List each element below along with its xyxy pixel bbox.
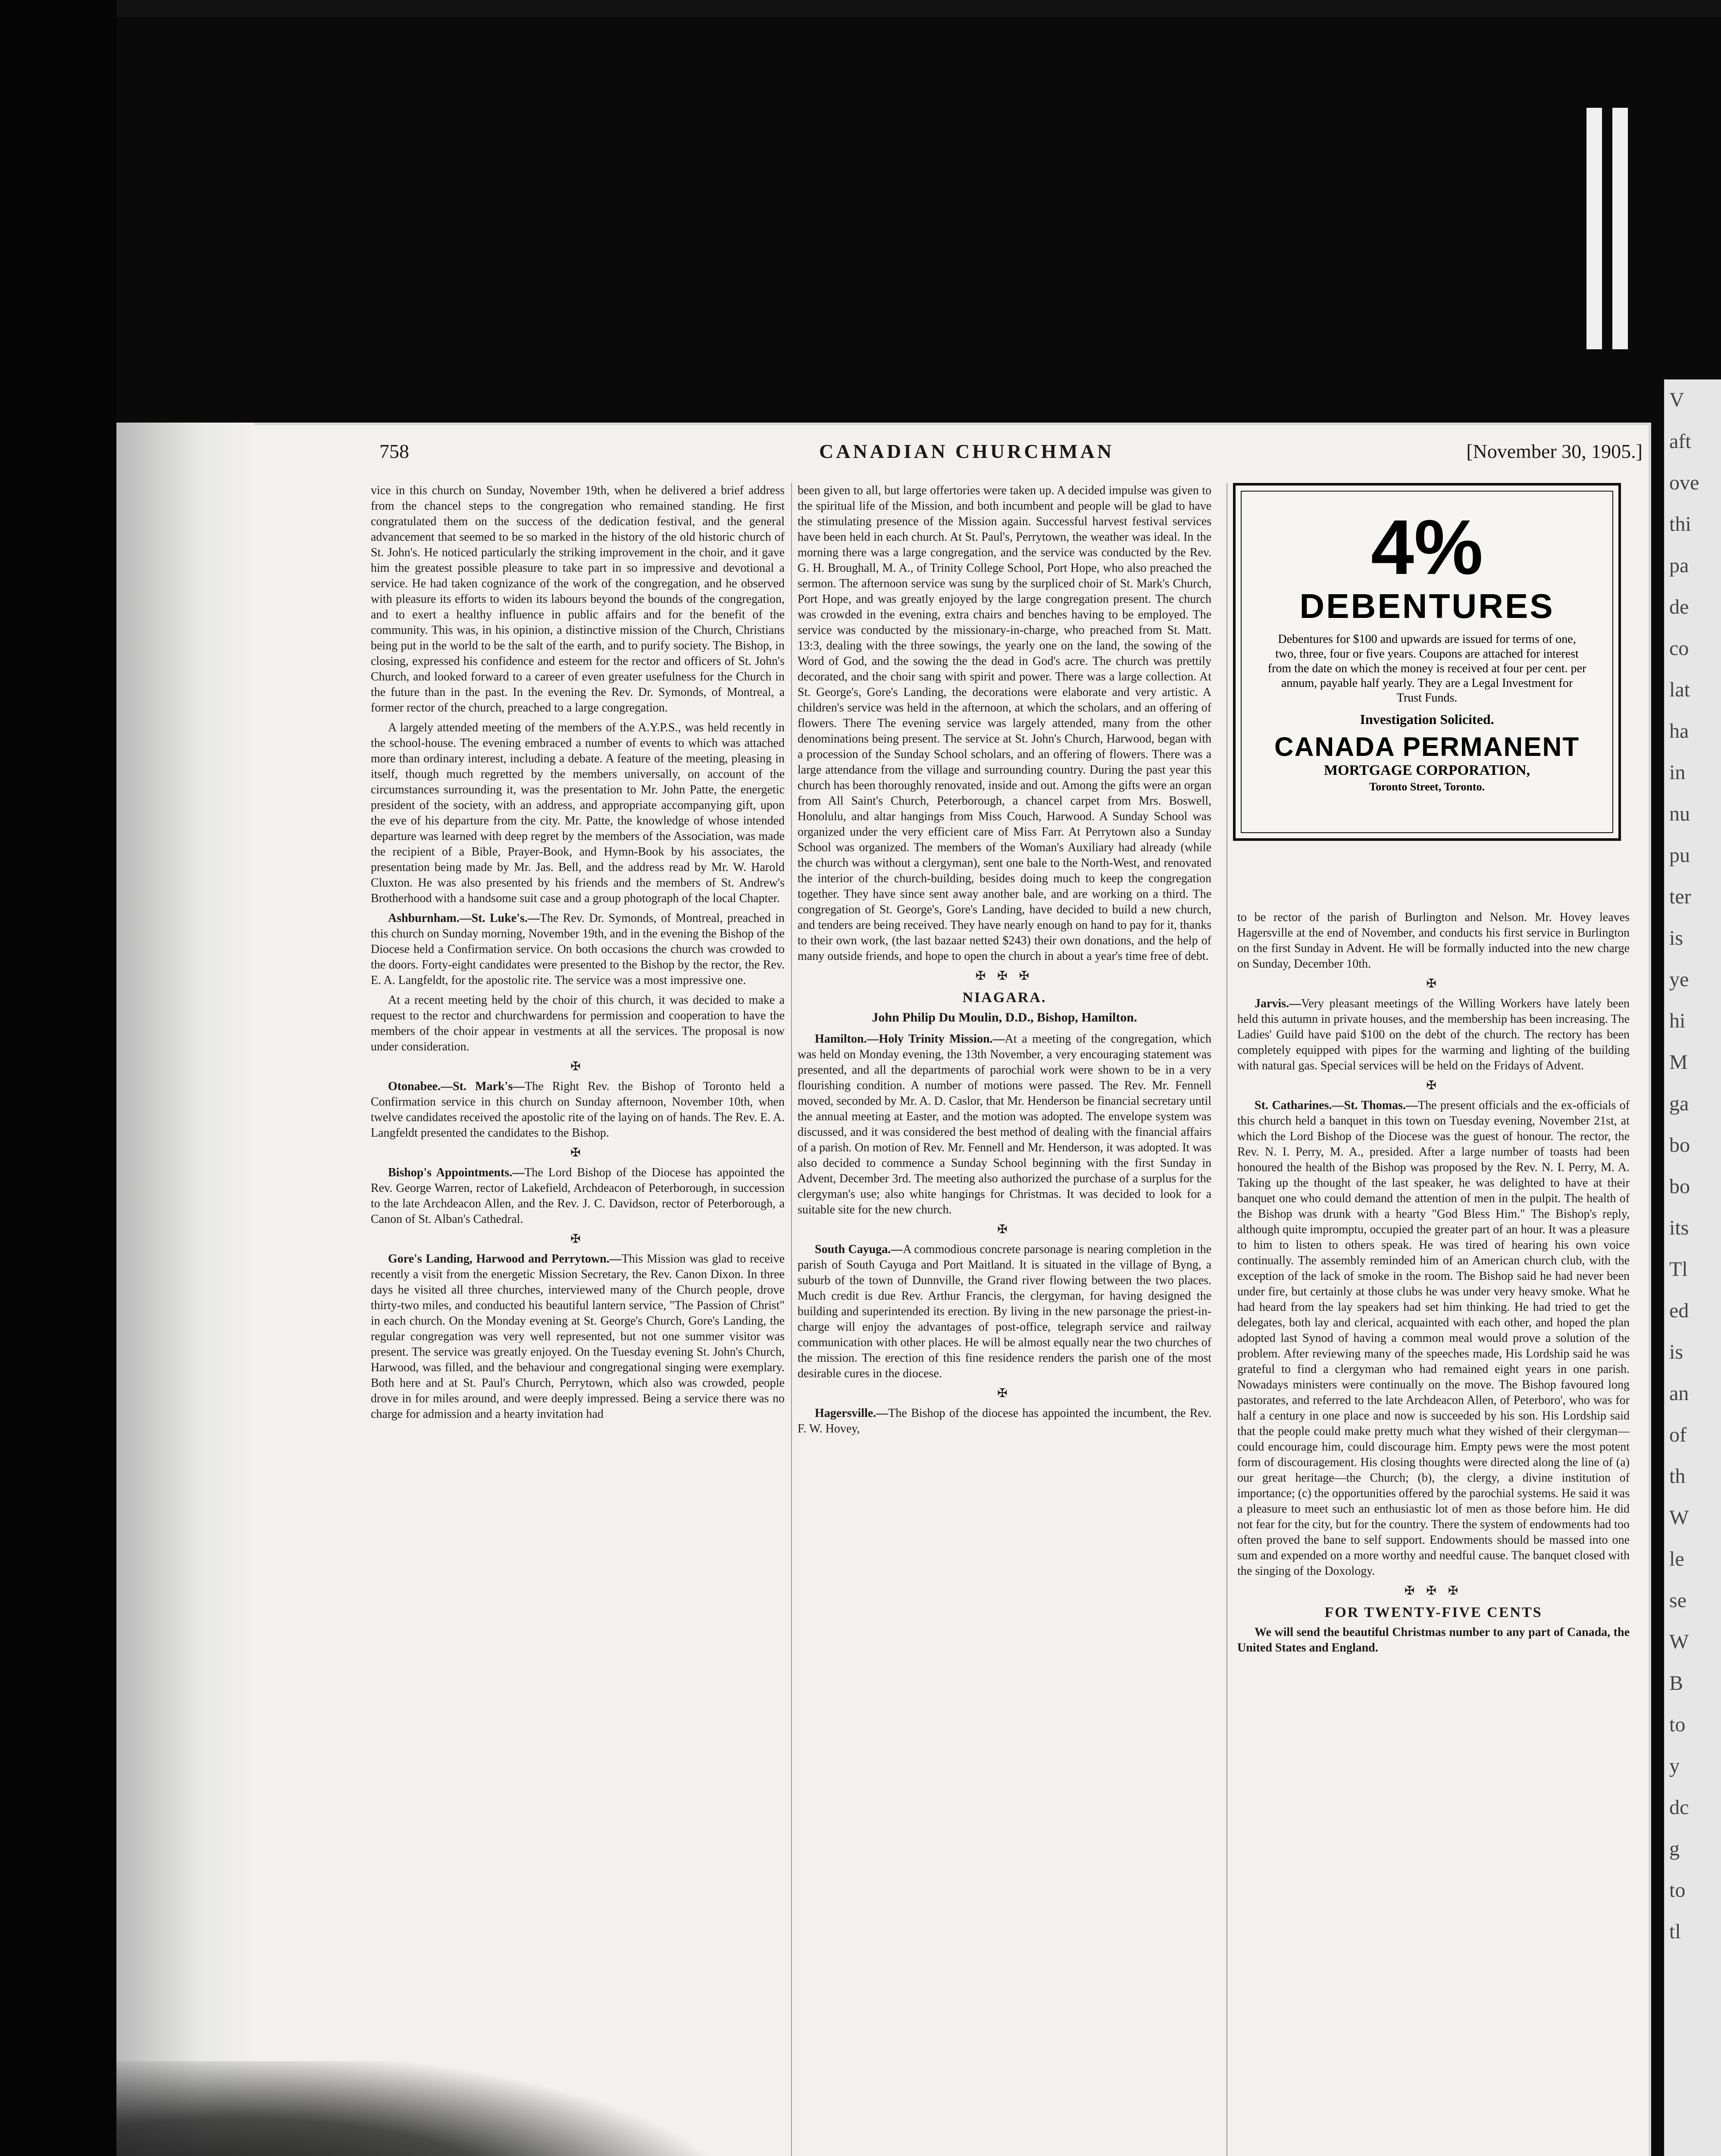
adjacent-page-fragment	[1664, 379, 1721, 2156]
issue-date: [November 30, 1905.]	[1466, 440, 1643, 462]
adjacent-page-fragment-line: an	[1669, 1382, 1689, 1405]
adjacent-page-fragment-line: V	[1669, 389, 1684, 411]
adjacent-page-fragment-line: g	[1669, 1837, 1680, 1860]
adjacent-page-fragment-line: bo	[1669, 1175, 1690, 1198]
item-text: At a meeting of the congregation, which was held on Monday evening, the 13th November, a very encouraging statement was presented, and all the departments of parochial work were shown to be in a very flourishing condition. A number of motions were passed. The Rev. Mr. Fennell moved, seconded by Mr. A. D. Caslor, that Mr. Henderson be financial secretary until the annual meeting at Easter, and the motion was adopted. The envelope system was discussed, and it was considered the best method of dealing with the financial affairs of a parish. On motion of Rev. Mr. Fennell and Mr. Henderson, it was adopted. It was also decided to commence a Sunday School beginning with the first Sunday in Advent, December 3rd. The meeting also authorized the purchase of a surplus for the clergyman's use; also white hangings for Christmas. It was decided to look for a suitable site for the new church.	[798, 1032, 1211, 1216]
adjacent-page-fragment-line: ter	[1669, 885, 1691, 908]
separator-ornament: ✠ ✠ ✠	[975, 969, 1034, 983]
adjacent-page-fragment-line: aft	[1669, 430, 1691, 453]
separator-ornament: ✠	[570, 1232, 585, 1246]
item-heading: Hamilton.—Holy Trinity Mission.—	[815, 1032, 1005, 1046]
adjacent-page-fragment-line: W	[1669, 1506, 1689, 1529]
adjacent-page-fragment-line: pu	[1669, 844, 1690, 867]
section-title: FOR TWENTY-FIVE CENTS	[1324, 1604, 1543, 1620]
page-number: 758	[379, 440, 409, 462]
item-text: A commodious concrete parsonage is nearing completion in the parish of South Cayuga and Port Maitland. It is situated in the village of Byng, a suburb of the town of Dunnville, the Grand river flowing between the two places. Much credit is due Rev. Arthur Francis, the clergyman, for having designed the building and superintended its erection. By living in the new parsonage the priest-in-charge will enjoy the advantages of post-office, telegraph service and railway communication with other places. He will be almost equally near the two churches of the mission. The erection of this fine residence renders the parish one of the most desirable cures in the diocese.	[798, 1243, 1212, 1380]
adjacent-page-fragment-line: ed	[1669, 1299, 1689, 1322]
adjacent-page-fragment-line: thi	[1669, 513, 1691, 536]
adjacent-page-fragment-line: ove	[1669, 471, 1699, 494]
company-address: Toronto Street, Toronto.	[1369, 780, 1485, 793]
offer-text: We will send the beautiful Christmas number to any part of Canada, the United States and England.	[1237, 1626, 1630, 1655]
ad-solicit: Investigation Solicited.	[1360, 711, 1494, 727]
film-border-top	[0, 0, 1721, 17]
adjacent-page-fragment-line: pa	[1669, 554, 1689, 577]
company-subtitle: MORTGAGE CORPORATION,	[1324, 762, 1530, 778]
adjacent-page-fragment-line: Tl	[1669, 1258, 1688, 1281]
column-2	[798, 483, 1211, 1441]
company-name: CANADA PERMANENT	[1274, 732, 1580, 762]
adjacent-page-fragment-line: nu	[1669, 802, 1690, 825]
column-3	[1237, 910, 1630, 1660]
item-heading: South Cayuga.—	[815, 1243, 903, 1256]
item-text: The Lord Bishop of the Diocese has appointed the Rev. George Warren, rector of Lakefield, Archdeacon of Peterborough, in succession to the late Archdeacon Allen, and the Rev. J. C. Davidson, rector of Peterborough, a Canon of St. Alban's Cathedral.	[371, 1166, 785, 1226]
separator-ornament: ✠	[570, 1060, 585, 1073]
separator-ornament: ✠	[1426, 977, 1441, 990]
adjacent-page-fragment-line: to	[1669, 1879, 1686, 1902]
item-text: This Mission was glad to receive recently a visit from the energetic Mission Secretary, the Rev. Canon Dixon. In three days he visited all three churches, interviewed many of the Church people, drove thirty-two miles, and conducted his beautiful lantern service, "The Passion of Christ" in each church. On the Monday evening at St. George's Church, Gore's Landing, the regular congregation was very well represented, but not one summer visitor was present. The service was greatly enjoyed. On the Tuesday evening St. John's Church, Harwood, was filled, and the behaviour and congregational singing were exemplary. Both here and at St. Paul's Church, Perrytown, which also was crowded, people drove in for miles around, and were deeply impressed. Being a service there was no charge for admission and a hearty invitation had	[371, 1252, 785, 1421]
page-gutter	[116, 423, 254, 2156]
bishop-heading: John Philip Du Moulin, D.D., Bishop, Hamilton.	[872, 1010, 1137, 1025]
article-paragraph: been given to all, but large offertories were taken up. A decided impulse was given to the spiritual life of the Mission, and both incumbent and people will be glad to have the stimulating presence of the Mission again. Successful harvest festival services have been held in each church. At St. Paul's, Perrytown, the weather was ideal. In the morning there was a large congregation, and the service was conducted by the Rev. G. H. Broughall, M. A., of Trinity College School, Port Hope, who also preached the sermon. The afternoon service was sung by the surpliced choir of St. Mark's Church, Port Hope, and was greatly enjoyed by the large congregation present. The church was crowded in the evening, extra chairs and benches having to be employed. The service was conducted by the missionary-in-charge, who preached from St. Matt. 13:3, dealing with the three sowings, the yearly one on the land, the sowing of the Word of God, and the sowing the the dead in God's acre. The church was prettily decorated, and the choir sang with spirit and power. There was a large collection. At St. George's, Gore's Landing, the decorations were elaborate and very artistic. A children's service was held in the afternoon, at which the scholars, and an offering of flowers. There The evening service was largely attended, many from the other denominations being present. The service at St. John's Church, Harwood, began with a procession of the Sunday School scholars, and an offering of flowers. There was a large attendance from the village and surrounding country. During the past year this church has been thoroughly renovated, inside and out. Among the gifts were an organ from All Saint's Church, Peterborough, a chancel carpet from Mrs. Boswell, Honolulu, and altar hangings from Miss Couch, Harwood. A Sunday School was organized under the very efficient care of Miss Farr. At Perrytown also a Sunday School was organized. The members of the Woman's Auxiliary had already (while the church was without a clergyman), sent one bale to the North-West, and renovated the interior of the church-building, besides doing much to keep the congregation together. They have since sent away another bale, and are working on a third. The congregation of St. George's, Gore's Landing, have decided to build a new church, and tenders are being received. They have nearly enough on hand to pay for it, thanks to their own work, (the last bazaar netted $243) their own donations, and the help of many outside friends, and hope to open the church in about a year's time free of debt.	[798, 484, 1211, 963]
separator-ornament: ✠	[997, 1387, 1012, 1400]
item-text: The Bishop of the diocese has appointed the incumbent, the Rev. F. W. Hovey,	[798, 1407, 1211, 1435]
adjacent-page-fragment-line: de	[1669, 595, 1689, 618]
adjacent-page-text	[1664, 379, 1721, 1952]
item-heading: Hagersville.—	[815, 1407, 889, 1420]
ad-body: Debentures for $100 and upwards are issued for terms of one, two, three, four or five years. Coupons are attached for interest from the date on which the money is received at four per cent. per annum, payable half yearly. They are a Legal Investment for Trust Funds.	[1267, 633, 1586, 705]
section-title: NIAGARA.	[962, 990, 1047, 1006]
adjacent-page-fragment-line: is	[1669, 1341, 1683, 1363]
ad-inner-border	[1241, 491, 1613, 833]
film-bar	[1612, 108, 1628, 349]
column-1	[371, 483, 785, 1426]
adjacent-page-fragment-line: th	[1669, 1465, 1686, 1488]
column-rule	[791, 483, 792, 2156]
item-heading: Jarvis.—	[1255, 997, 1302, 1010]
adjacent-page-fragment-line: dc	[1669, 1796, 1689, 1819]
hand-shadow	[116, 2061, 720, 2156]
adjacent-page-fragment-line: is	[1669, 927, 1683, 950]
debentures-advertisement	[1233, 483, 1621, 841]
publication-title: CANADIAN CHURCHMAN	[819, 440, 1114, 462]
item-text: Very pleasant meetings of the Willing Workers have lately been held this autumn in private houses, and the membership has been increasing. The Ladies' Guild have paid $100 on the debt of the church. The rectory has been completely equipped with pipes for the warming and lighting of the building with natural gas. Special services will be held on the Fridays of Advent.	[1237, 997, 1630, 1072]
article-paragraph: A largely attended meeting of the members of the A.Y.P.S., was held recently in the school-house. The evening embraced a number of events to which was attached more than ordinary interest, including a debate. A feature of the meeting, pleasing in itself, though much regretted by the members universally, on account of the circumstances surrounding it, was the presentation to Mr. John Patte, the energetic president of the society, with an address, and appropriate accompanying gift, upon the eve of his departure from the city. Mr. Patte, the knowledge of whose intended departure was learned with deep regret by the members of the Association, was made the recipient of a Bible, Prayer-Book, and Hymn-Book by his associates, the presentation being made by Mr. Jas. Bell, and the address read by Mr. W. Harold Cluxton. He was also presented by his friends and the members of St. Andrew's Brotherhood with a handsome suit case and a group photograph of the local Chapter.	[371, 721, 785, 905]
separator-ornament: ✠	[570, 1146, 585, 1159]
adjacent-page-fragment-line: ye	[1669, 968, 1689, 991]
adjacent-page-fragment-line: of	[1669, 1423, 1687, 1446]
item-heading: Bishop's Appointments.—	[388, 1166, 525, 1179]
adjacent-page-fragment-line: bo	[1669, 1134, 1690, 1156]
adjacent-page-fragment-line: se	[1669, 1589, 1687, 1612]
ad-title: DEBENTURES	[1299, 587, 1555, 625]
running-head	[336, 440, 1643, 470]
item-heading: Gore's Landing, Harwood and Perrytown.—	[388, 1252, 622, 1266]
adjacent-page-fragment-line: lat	[1669, 678, 1690, 701]
item-heading: Otonabee.—St. Mark's—	[388, 1080, 525, 1093]
interest-rate: 4%	[1371, 504, 1483, 591]
film-border-left	[0, 0, 116, 2156]
film-bar	[1586, 108, 1602, 349]
item-text: The present officials and the ex-officials of this church held a banquet in this town on Tuesday evening, November 21st, at which the Lord Bishop of the Diocese was the guest of honour. The rector, the Rev. N. I. Perry, M. A., presided. After a large number of toasts had been honoured the health of the Bishop was proposed by the Rev. N. I. Perry, M. A. Taking up the thought of the last speaker, he was delighted to have at their banquet one who could demand the attention of men in the pulpit. The health of the Bishop was drunk with a hearty "God Bless Him." The Bishop's reply, although quite impromptu, occupied the greater part of an hour. It was a pleasure to him to listen to others speak. He was tired of hearing his own voice continually. The assembly reminded him of an American church club, with the exception of the lack of smoke in the room. The Bishop said he had never been under fire, but certainly at those clubs he was under very heavy smoke. What he had heard from the lay speakers had set him thinking. He had tried to get the delegates, both lay and clerical, acquainted with each other, and hoped the plan adopted last Synod of having a common meal would prove a solution of the problem. After reviewing many of the speeches made, His Lordship said he was grateful to find a clergyman who had remained eight years in one parish. Nowadays ministers were continually on the move. The Bishop favoured long pastorates, and referred to the late Archdeacon Allen, of Peterboro', who was for half a century in one place and now is succeeded by his son. His Lordship said that the people could make pretty much what they wished of their clergyman—could encourage him, could discourage him. Empty pews were the most potent form of discouragement. His closing thoughts were directed along the line of (a) our great heritage—the Church; (b), the clergy, a divine institution of importance; (c) the opportunities offered by the parochial systems. He said it was a pleasure to meet such an enthusiastic lot of men as those before him. He did not fear for the city, but for the country. There the system of endowments had too often proved the bane to self support. Endowments should be massed into one sum and expended on a more worthy and needful cause. The banquet closed with the singing of the Doxology.	[1237, 1099, 1630, 1578]
adjacent-page-fragment-line: its	[1669, 1216, 1689, 1239]
article-paragraph: to be rector of the parish of Burlington and Nelson. Mr. Hovey leaves Hagersville at the end of November, and conducts his first service in Burlington on the first Sunday in Advent. He will be formally inducted into the new charge on Sunday, December 10th.	[1237, 911, 1630, 971]
adjacent-page-fragment-line: ha	[1669, 720, 1689, 743]
separator-ornament: ✠	[1426, 1079, 1441, 1092]
item-heading: Ashburnham.—St. Luke's.—	[388, 912, 540, 925]
separator-ornament: ✠	[997, 1223, 1012, 1236]
item-heading: St. Catharines.—St. Thomas.—	[1255, 1099, 1418, 1112]
adjacent-page-fragment-line: tl	[1669, 1920, 1681, 1943]
article-paragraph: vice in this church on Sunday, November 19th, when he delivered a brief address from the chancel steps to the congregation who remained standing. He first congratulated them on the success of the dedication festival, and the general advancement that seemed to be so marked in the history of the old historic church of St. John's. He noticed particularly the striking improvement in the choir, and it gave him the greatest possible pleasure to take part in so impressive and devotional a service. He had taken cognizance of the work of the congregation, and he observed with pleasure its efforts to widen its labours beyond the bounds of the congregation, and to exert a healthy influence in public affairs and for the benefit of the community. This was, in his opinion, a distinctive mission of the Church, Christians being put in the world to be the salt of the earth, and to purify society. The Bishop, in closing, expressed his confidence and esteem for the rector and officers of St. John's Church, and looked forward to a career of even greater usefulness for the Church in the future than in the past. In the evening the Rev. Dr. Symonds, of Montreal, a former rector of the church, preached to a large congregation.	[371, 484, 785, 714]
adjacent-page-fragment-line: W	[1669, 1630, 1689, 1653]
adjacent-page-fragment-line: B	[1669, 1672, 1683, 1695]
adjacent-page-fragment-line: y	[1669, 1755, 1680, 1777]
adjacent-page-fragment-line: hi	[1669, 1009, 1686, 1032]
item-text: The Right Rev. the Bishop of Toronto held a Confirmation service in this church on Sunday afternoon, November 10th, when twelve candidates received the apostolic rite of the laying on of hands. The Rev. E. A. Langfeldt presented the candidates to the Bishop.	[371, 1080, 785, 1140]
separator-ornament: ✠ ✠ ✠	[1404, 1584, 1463, 1598]
adjacent-page-fragment-line: in	[1669, 761, 1686, 784]
adjacent-page-fragment-line: M	[1669, 1051, 1688, 1074]
item-text: The Rev. Dr. Symonds, of Montreal, preached in this church on Sunday morning, November 19th, and in the evening the Bishop of the Diocese held a Confirmation service. On both occasions the church was crowded to the doors. Forty-eight candidates were presented to the Bishop by the rector, the Rev. E. A. Langfeldt, for the apostolic rite. The service was a most impressive one.	[371, 912, 785, 987]
adjacent-page-fragment-line: to	[1669, 1713, 1686, 1736]
adjacent-page-fragment-line: ga	[1669, 1092, 1689, 1115]
adjacent-page-fragment-line: le	[1669, 1548, 1684, 1570]
article-paragraph: At a recent meeting held by the choir of this church, it was decided to make a request to the rector and churchwardens for permission and cooperation to have the members of the choir appear in vestments at all the services. The proposal is now under consideration.	[371, 993, 785, 1053]
adjacent-page-fragment-line: co	[1669, 637, 1689, 660]
